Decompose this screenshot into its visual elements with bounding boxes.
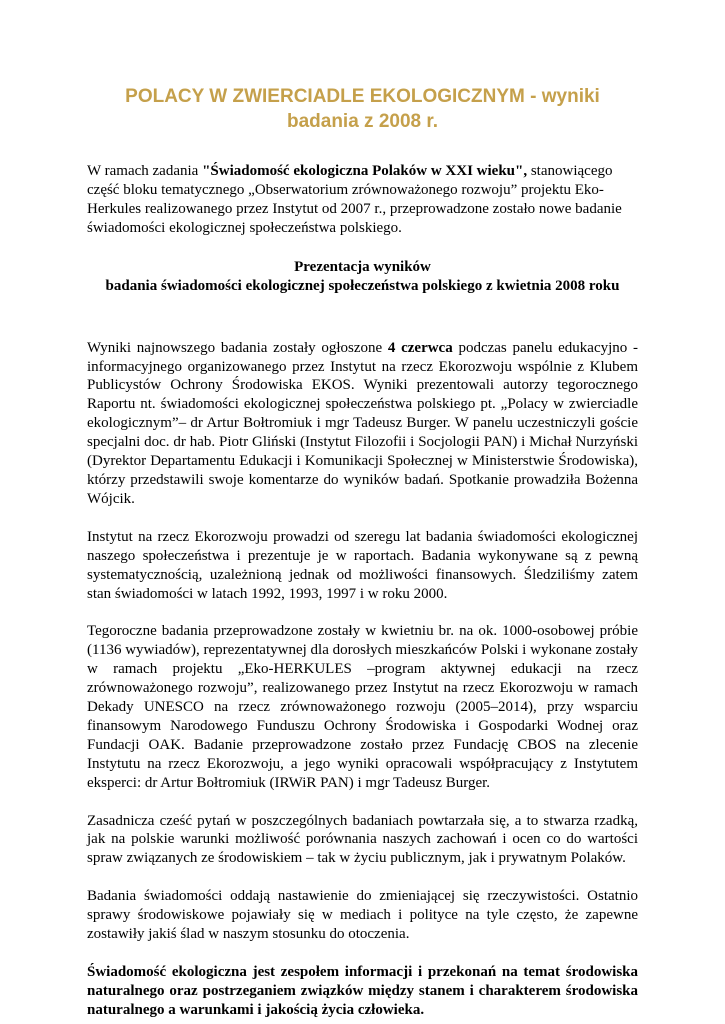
intro-paragraph bbox=[87, 162, 638, 238]
paragraph-results-announcement bbox=[87, 339, 638, 509]
section-subheading bbox=[87, 258, 638, 296]
paragraph-definition: Świadomość ekologiczna jest zespołem informacji i przekonań na temat środowiska naturalnego oraz postrzeganiem związków między stanem i charakterem środowiska naturalnego a warunkami i jakością życia człowieka. bbox=[87, 964, 638, 1018]
para1-pre: Wyniki najnowszego badania zostały ogłoszone bbox=[87, 339, 388, 356]
intro-bold-title: "Świadomość ekologiczna Polaków w XXI wieku", bbox=[202, 163, 528, 179]
intro-post: stanowiącego część bloku tematycznego „Obserwatorium zrównoważonego rozwoju” projektu Eko-Herkules realizowanego przez Instytut od 2007 r., przeprowadzone zostało nowe badanie świadomości ekologicznej społeczeństwa polskiego. bbox=[87, 163, 622, 236]
paragraph-comparison: Zasadnicza cześć pytań w poszczególnych badaniach powtarzała się, a to stwarza rzadką, jak na polskie warunki możliwość porównania naszych zachowań i ocen co do wartości spraw związanych ze środowiskiem – tak w życiu publicznym, jak i prywatnym Polaków. bbox=[87, 812, 638, 867]
paragraph-survey-method: Tegoroczne badania przeprowadzone zostały w kwietniu br. na ok. 1000-osobowej próbie (1136 wywiadów), reprezentatywnej dla dorosłych mieszkańców Polski i wykonane zostały w ramach projektu „Eko-HERKULES –program aktywnej edukacji na rzecz zrównoważonego rozwoju”, realizowanego przez Instytut na rzecz Ekorozwoju w ramach Dekady UNESCO na rzecz zrównoważonego rozwoju (2005–2014), przy wsparciu finansowym Narodowego Funduszu Ochrony Środowiska i Gospodarki Wodnej oraz Fundacji OAK. Badanie przeprowadzone zostało przez Fundację CBOS na zlecenie Instytutu na rzecz Ekorozwoju, a jego wyniki opracowali współpracujący z Instytutem eksperci: dr Artur Bołtromiuk (IRWiR PAN) i mgr Tadeusz Burger. bbox=[87, 623, 638, 791]
paragraph-institute-research: Instytut na rzecz Ekorozwoju prowadzi od szeregu lat badania świadomości ekologicznej naszego społeczeństwa i prezentuje je w raportach. Badania wykonywane są z pewną systematycznością, uzależnioną jednak od możliwości finansowych. Śledziliśmy zatem stan świadomości w latach 1992, 1993, 1997 i w roku 2000. bbox=[87, 528, 638, 602]
document-page bbox=[87, 84, 638, 1020]
intro-pre: W ramach zadania bbox=[87, 163, 203, 179]
title-line-1: POLACY W ZWIERCIADLE EKOLOGICZNYM - wyniki bbox=[125, 86, 600, 107]
document-title bbox=[87, 84, 638, 134]
para1-post: podczas panelu edukacyjno - informacyjnego organizowanego przez Instytut na rzecz Ekorozwoju wspólnie z Klubem Publicystów Ochrony Środowiska EKOS. Wyniki prezentowali autorzy tegorocznego Raportu nt. świadomości ekologicznej społeczeństwa polskiego pt. „Polacy w zwierciadle ekologicznym”– dr Artur Bołtromiuk i mgr Tadeusz Burger. W panelu uczestniczyli goście specjalni doc. dr hab. Piotr Gliński (Instytut Filozofii i Socjologii PAN) i Michał Nurzyński (Dyrektor Departamentu Edukacji i Komunikacji Społecznej w Ministerstwie Środowiska), którzy przedstawili swoje komentarze do wyników badań. Spotkanie prowadziła Bożenna Wójcik. bbox=[87, 339, 638, 507]
paragraph-attitudes: Badania świadomości oddają nastawienie do zmieniającej się rzeczywistości. Ostatnio sprawy środowiskowe pojawiały się w mediach i polityce na tyle często, że zapewne zostawiły jakiś ślad w naszym stosunku do otoczenia. bbox=[87, 888, 638, 943]
subheading-line-2: badania świadomości ekologicznej społeczeństwa polskiego z kwietnia 2008 roku bbox=[105, 277, 620, 294]
subheading-line-1: Prezentacja wyników bbox=[294, 258, 431, 275]
title-line-2: badania z 2008 r. bbox=[286, 111, 439, 132]
para1-bold-date: 4 czerwca bbox=[387, 339, 453, 356]
